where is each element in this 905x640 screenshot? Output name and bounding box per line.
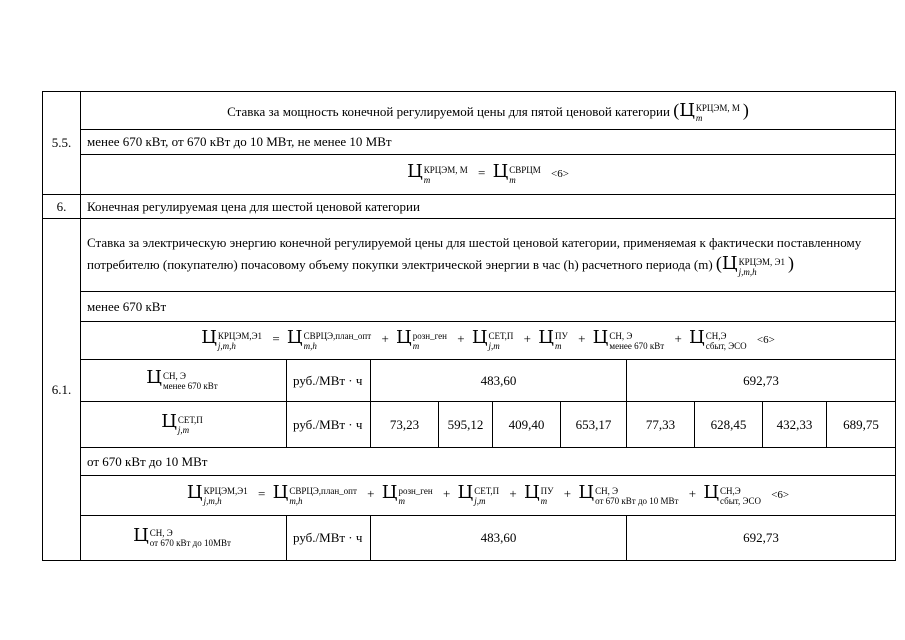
term-subscript: m,h [303,340,317,351]
row-number: 6. [43,195,81,219]
formula-term: Ц [381,482,398,504]
row-formula-2 [43,476,896,516]
term-subscript: сбыт, ЭСО [705,340,747,351]
formula-term: Ц [186,482,203,504]
term-superscript: СН,Э [720,485,741,496]
symbol-subscript: m [695,113,703,123]
equals-sign: = [272,331,280,347]
formula-term: Ц [689,327,705,349]
term-superscript: ПУ [540,485,554,496]
term-superscript: КРЦЭМ,Э1 [217,330,263,341]
category-label: менее 670 кВт, от 670 кВт до 10 МВт, не менее 10 МВт [81,130,896,155]
plus-sign: + [674,331,682,347]
equals-sign: = [477,165,486,181]
formula-term: Ц [523,482,540,504]
row-number: 6.1. [43,219,81,561]
term-subscript: j,m [488,340,500,351]
row-6 [43,195,896,219]
paren-open: ( [673,99,680,120]
formula-term: Ц [457,482,474,504]
formula-term: Ц [471,327,488,349]
term-subscript: m,h [289,495,303,506]
formula-term: Ц [578,482,595,504]
title-text: Ставка за электрическую энергию конечной регулируемой цены для шестой ценовой категории, применяемая к фактически поставленному потребителю (покупателю) почасовому объему покупки электрической энергии в час (h) расчетного периода (m) [87,235,862,273]
plus-sign: + [457,331,465,347]
section-title: Ставка за электрическую энергию конечной регулируемой цены для шестой ценовой категории, применяемая к фактически поставленному потребителю (покупателю) почасовому объему покупки электрической энергии в час (h) расчетного периода (m) (Ц КРЦЭМ, Э1 j,m,h ) [81,219,896,292]
row-6-1-title [43,219,896,292]
term-superscript: СЕТ,П [488,330,514,341]
plus-sign: + [381,331,389,347]
symbol-superscript: КРЦЭМ, Э1 [738,256,786,267]
formula-term: Ц [272,482,289,504]
plus-sign: + [442,486,451,502]
row-5-5-formula [43,155,896,195]
category-label: менее 670 кВт [81,292,896,322]
param-symbol: Ц [146,367,162,389]
term-superscript: СВРЦЭ,план_опт [303,330,372,341]
symbol-superscript: КРЦЭМ, М [695,103,740,113]
term-subscript: m [423,174,431,185]
term-subscript: менее 670 кВт [609,340,665,351]
term-subscript: m [554,340,562,351]
formula-term: Ц [592,327,609,349]
value-cell: 595,12 [439,402,493,448]
value-cell: 432,33 [763,402,827,448]
value-cell: 77,33 [627,402,695,448]
term-superscript: розн_ген [412,330,447,341]
row-sn-1 [43,360,896,402]
value-cell: 483,60 [371,516,627,561]
term-superscript: КРЦЭМ, М [423,164,468,175]
row-number: 5.5. [43,92,81,195]
value-cell: 628,45 [695,402,763,448]
term-superscript: КРЦЭМ,Э1 [203,485,248,496]
term-subscript: m [540,495,548,506]
term-subscript: j,m,h [217,340,236,351]
plus-sign: + [688,486,697,502]
param-superscript: СН, Э [162,370,186,381]
section-title: Конечная регулируемая цена для шестой ценовой категории [81,195,896,219]
unit-cell: руб./МВт · ч [287,516,371,561]
row-5-5-category [43,130,896,155]
row-5-5-title [43,92,896,130]
value-cell: 409,40 [493,402,561,448]
param-name [81,402,287,448]
row-category-2 [43,448,896,476]
plus-sign: + [523,331,531,347]
plus-sign: + [563,486,572,502]
row-formula-1 [43,322,896,360]
term-superscript: розн_ген [398,485,433,496]
formula-term-lhs: Ц [407,161,423,183]
term-superscript: СН, Э [595,485,619,496]
term-superscript: СВРЦЭ,план_опт [289,485,357,496]
formula [81,322,896,360]
unit-cell: руб./МВт · ч [287,402,371,448]
formula-term: Ц [286,327,303,349]
term-superscript: СН, Э [609,330,633,341]
category-label: от 670 кВт до 10 МВт [81,448,896,476]
paren-close: ) [742,99,749,120]
row-set-1 [43,402,896,448]
term-superscript: СН,Э [705,330,727,341]
term-superscript: СЕТ,П [474,485,500,496]
value-cell: 483,60 [371,360,627,402]
footnote-ref: <6> [771,489,790,502]
formula-term: Ц [703,482,720,504]
footnote-ref: <6> [756,334,775,347]
param-subscript: от 670 кВт до 10МВт [149,538,231,548]
symbol-subscript: j,m,h [738,266,757,277]
term-subscript: m [509,174,516,185]
footnote-ref: <6> [551,168,569,181]
term-superscript: СВРЦМ [509,164,541,175]
term-subscript: от 670 кВт до 10 МВт [595,495,679,506]
formula-term-rhs: Ц [492,161,509,183]
formula [81,476,896,516]
param-name [81,360,287,402]
param-subscript: j,m [177,424,190,435]
row-sn-2 [43,516,896,561]
formula [81,155,896,195]
unit-cell: руб./МВт · ч [287,360,371,402]
value-cell: 73,23 [371,402,439,448]
tariff-table [42,91,896,561]
param-name [81,516,287,561]
tariff-symbol: Ц [721,253,738,275]
term-subscript: сбыт, ЭСО [720,495,761,506]
section-title [81,92,896,130]
equals-sign: = [258,486,266,502]
value-cell: 692,73 [627,516,896,561]
formula-term: Ц [538,327,554,349]
term-subscript: j,m,h [203,495,222,506]
plus-sign: + [578,331,586,347]
param-subscript: менее 670 кВт [162,380,218,391]
row-category-1 [43,292,896,322]
formula-term: Ц [201,327,217,349]
plus-sign: + [367,486,375,502]
value-cell: 653,17 [561,402,627,448]
formula-term: Ц [396,327,412,349]
value-cell: 689,75 [827,402,896,448]
plus-sign: + [509,486,517,502]
param-superscript: СН, Э [149,528,173,538]
param-superscript: СЕТ,П [177,414,203,425]
title-text: Ставка за мощность конечной регулируемой цены для пятой ценовой категории [227,103,670,119]
term-superscript: ПУ [554,330,568,341]
term-subscript: m [412,340,420,351]
param-symbol: Ц [133,524,149,546]
param-symbol: Ц [161,411,177,433]
tariff-symbol: Ц [679,99,695,121]
value-cell: 692,73 [627,360,896,402]
term-subscript: m [398,495,405,506]
term-subscript: j,m [474,495,486,506]
